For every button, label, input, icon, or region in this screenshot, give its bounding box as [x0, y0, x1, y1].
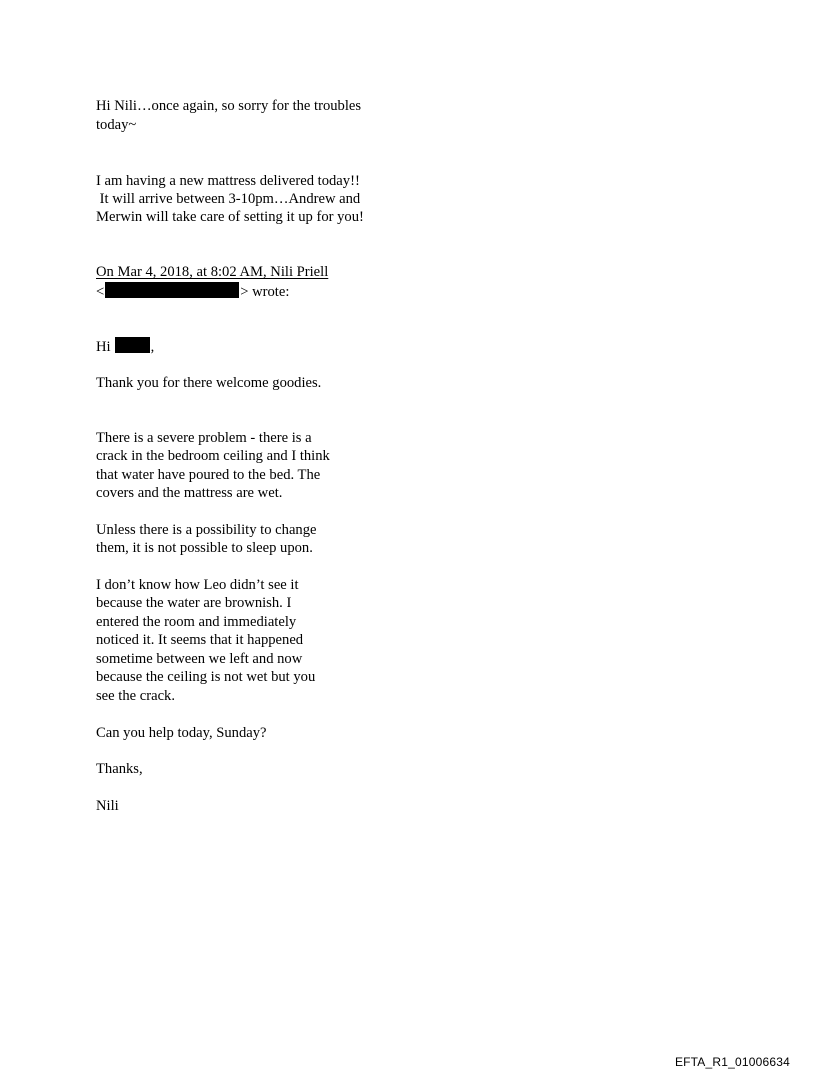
- original-paragraph-line: Can you help today, Sunday?: [96, 725, 267, 741]
- greeting-word: Hi: [96, 339, 111, 355]
- quoted-header-sender: [96, 282, 289, 302]
- original-paragraph-line: because the water are brownish. I: [96, 595, 292, 611]
- original-paragraph-line: Unless there is a possibility to change: [96, 522, 317, 538]
- original-paragraph-line: see the crack.: [96, 688, 175, 704]
- wrote-label: > wrote:: [240, 284, 290, 300]
- quoted-header-line: On Mar 4, 2018, at 8:02 AM, Nili Priell: [96, 264, 329, 280]
- redacted-email-block: [105, 282, 239, 298]
- original-greeting: [96, 337, 154, 357]
- original-paragraph-line: them, it is not possible to sleep upon.: [96, 540, 313, 556]
- original-paragraph-line: Thank you for there welcome goodies.: [96, 375, 322, 391]
- bates-number: EFTA_R1_01006634: [674, 1055, 790, 1069]
- original-paragraph-line: entered the room and immediately: [96, 614, 297, 630]
- original-paragraph-line: covers and the mattress are wet.: [96, 485, 283, 501]
- reply-line: Hi Nili…once again, so sorry for the troubles: [96, 98, 362, 114]
- greeting-punct: ,: [150, 339, 155, 355]
- original-paragraph-line: that water have poured to the bed. The: [96, 467, 321, 483]
- original-paragraph-line: sometime between we left and now: [96, 651, 303, 667]
- original-paragraph-line: There is a severe problem - there is a: [96, 430, 312, 446]
- original-signature: Nili: [96, 798, 119, 814]
- original-paragraph-line: noticed it. It seems that it happened: [96, 632, 304, 648]
- open-bracket: <: [96, 284, 105, 300]
- reply-line: It will arrive between 3-10pm…Andrew and: [96, 191, 361, 207]
- redacted-name-block: [115, 337, 150, 353]
- reply-line: today~: [96, 117, 137, 133]
- original-paragraph-line: because the ceiling is not wet but you: [96, 669, 316, 685]
- reply-line: Merwin will take care of setting it up for you!: [96, 209, 364, 225]
- reply-line: I am having a new mattress delivered today!!: [96, 173, 360, 189]
- original-paragraph-line: crack in the bedroom ceiling and I think: [96, 448, 330, 464]
- original-paragraph-line: I don’t know how Leo didn’t see it: [96, 577, 299, 593]
- original-paragraph-line: Thanks,: [96, 761, 143, 777]
